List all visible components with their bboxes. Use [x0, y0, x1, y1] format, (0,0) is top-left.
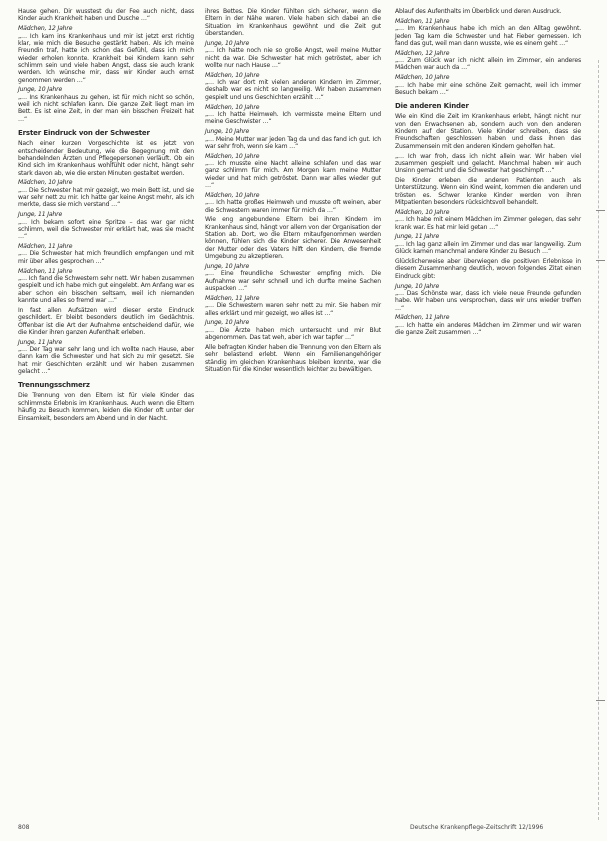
paragraph: In fast allen Aufsätzen wird dieser erste Eindruck geschildert. Er bleibt besonders deutlich im Gedächtnis. Offenbar ist die Art der Aufnahme entscheidend dafür, wie die Kinder ihren ganzen Aufenthalt erleben. [18, 306, 194, 336]
paragraph: Wie ein Kind die Zeit im Krankenhaus erlebt, hängt nicht nur von den Erwachsenen ab, sondern auch von den anderen Kindern auf der Station. Viele Kinder schreiben, dass sie Freundschaften geschlossen haben und dass ihnen das Zusammensein mit den anderen Kindern geholfen hat. [395, 113, 581, 150]
footer-source: Deutsche Krankenpflege-Zeitschrift 12/1996 [410, 824, 544, 831]
quote-attribution: Mädchen, 11 Jahre [18, 243, 73, 251]
quote-attribution: Mädchen, 11 Jahre [395, 17, 450, 25]
quote-attribution: Mädchen, 10 Jahre [205, 191, 260, 199]
quote-attribution: Mädchen, 12 Jahre [18, 25, 73, 33]
quote-attribution: Mädchen, 10 Jahre [205, 103, 260, 111]
paragraph: „… Ich musste eine Nacht alleine schlafen und das war ganz schlimm für mich. Am Morgen kam meine Mutter wieder und hat mich getröstet. Dann war alles wieder gut …“ [205, 160, 381, 190]
paragraph: „… Ich hatte noch nie so große Angst, weil meine Mutter nicht da war. Die Schwester hat mich getröstet, aber ich wollte nur nach Hause …“ [205, 47, 381, 69]
paragraph: „… Ich war dort mit vielen anderen Kindern im Zimmer, deshalb war es nicht so langweilig. Wir haben zusammen gespielt und uns Geschichten erzählt …“ [205, 79, 381, 101]
paragraph: Die Kinder erleben die anderen Patienten auch als Unterstützung. Wenn ein Kind weint, kommen die anderen und trösten es. Schwer kranke Kinder werden von ihren Mitpatienten besonders rücksichtsvoll behandelt. [395, 177, 581, 207]
section-heading: Erster Eindruck von der Schwester [18, 129, 150, 138]
quote-attribution: Mädchen, 10 Jahre [395, 74, 450, 82]
quote-attribution: Junge, 10 Jahre [205, 319, 250, 327]
quote-attribution: Mädchen, 12 Jahre [395, 49, 450, 57]
paragraph: „… Die Schwester hat mir gezeigt, wo mein Bett ist, und sie war sehr nett zu mir. Ich hatte gar keine Angst mehr, als ich merkte, dass sie mich verstand …“ [18, 186, 194, 209]
paragraph: „… Das Schönste war, dass ich viele neue Freunde gefunden habe. Wir haben uns versprochen, dass wir uns wieder treffen …“ [395, 289, 581, 312]
paragraph: „… Ich habe mir eine schöne Zeit gemacht, weil ich immer Besuch bekam …“ [395, 81, 581, 96]
quote-attribution: Mädchen, 10 Jahre [205, 71, 260, 79]
page-number: 808 [18, 824, 30, 831]
paragraph: Hause gehen. Dir wusstest du der Fee auch nicht, dass Kinder auch Krankheit haben und Dusche …“ [18, 8, 194, 23]
paragraph: „… Ich hatte ein anderes Mädchen im Zimmer und wir waren die ganze Zeit zusammen …“ [395, 321, 581, 337]
paragraph: „… Die Schwester hat mich freundlich empfangen und mit mir über alles gesprochen …“ [18, 250, 194, 265]
paragraph: ihres Bettes. Die Kinder fühlten sich sicherer, wenn die Eltern in der Nähe waren. Viele haben sich dabei an die Situation im Krankenhaus gewöhnt und die Zeit gut überstanden. [205, 8, 381, 38]
paragraph: „… Ins Krankenhaus zu gehen, ist für mich nicht so schön, weil ich nicht schlafen kann. Die ganze Zeit liegt man im Bett. Es ist eine Zeit, in der man ein bisschen Freizeit hat …“ [18, 93, 194, 123]
paragraph: „… Meine Mutter war jeden Tag da und das fand ich gut. Ich war sehr froh, wenn sie kam …“ [205, 135, 381, 150]
paragraph: „… Ich bekam sofort eine Spritze – das war gar nicht schlimm, weil die Schwester mir erklärt hat, was sie macht …“ [18, 218, 194, 241]
margin-mark [596, 260, 605, 261]
quote-attribution: Junge, 11 Jahre [18, 211, 63, 219]
margin-mark [596, 700, 605, 701]
quote-attribution: Junge, 10 Jahre [205, 39, 250, 47]
paragraph: „… Im Krankenhaus habe ich mich an den Alltag gewöhnt. Jeden Tag kam die Schwester und hat Fieber gemessen. Ich fand das gut, weil man dann wusste, wie es einem geht …“ [395, 25, 581, 47]
paragraph: Glücklicherweise aber überwiegen die positiven Erlebnisse in diesem Zusammenhang deutlich, wovon folgendes Zitat einen Eindruck gibt: [395, 257, 581, 280]
quote-attribution: Junge, 10 Jahre [395, 282, 440, 290]
text-column-3 [395, 8, 581, 339]
quote-attribution: Mädchen, 10 Jahre [395, 208, 450, 216]
quote-attribution: Mädchen, 10 Jahre [18, 179, 73, 187]
paragraph: „… Ich hatte Heimweh. Ich vermisste meine Eltern und meine Geschwister …“ [205, 110, 381, 126]
text-column-1 [18, 8, 194, 424]
paragraph: Ablauf des Aufenthalts im Überblick und deren Ausdruck. [395, 8, 562, 15]
paragraph: Alle befragten Kinder haben die Trennung von den Eltern als sehr belastend erlebt. Wenn ein Familienangehöriger ständig im gleichen Krankenhaus bleiben konnte, war die Situation für die Kinder wesentlich leichter zu bewältigen. [205, 343, 381, 373]
quote-attribution: Mädchen, 11 Jahre [205, 294, 260, 302]
paragraph: „… Ich fand die Schwestern sehr nett. Wir haben zusammen gespielt und ich habe mich gut eingelebt. Am Anfang war es aber schon ein bisschen seltsam, weil ich niemanden kannte und alles so fremd war …“ [18, 275, 194, 305]
quote-attribution: Junge, 11 Jahre [395, 233, 440, 241]
text-column-2 [205, 8, 381, 376]
paragraph: Nach einer kurzen Vorgeschichte ist es jetzt von entscheidender Bedeutung, wie die Begegnung mit den behandelnden Ärzten und Pflegepersonen verläuft. Ob ein Kind sich im Krankenhaus wohlfühlt oder nicht, hängt sehr stark davon ab, wie die ersten Minuten gestaltet werden. [18, 140, 194, 177]
quote-attribution: Mädchen, 11 Jahre [395, 314, 450, 322]
section-heading: Die anderen Kinder [395, 102, 469, 111]
paragraph: Die Trennung von den Eltern ist für viele Kinder das schlimmste Erlebnis im Krankenhaus. Auch wenn die Eltern häufig zu Besuch kommen, leiden die Kinder oft unter der Einsamkeit, besonders am Abend und in der Nacht. [18, 392, 194, 422]
paragraph: „… Der Tag war sehr lang und ich wollte nach Hause, aber dann kam die Schwester und hat sich zu mir gesetzt. Sie hat mir Geschichten erzählt und wir haben zusammen gelacht …“ [18, 346, 194, 376]
quote-attribution: Junge, 10 Jahre [205, 128, 250, 136]
quote-attribution: Mädchen, 10 Jahre [205, 152, 260, 160]
quote-attribution: Mädchen, 11 Jahre [18, 267, 73, 275]
quote-attribution: Junge, 11 Jahre [18, 338, 63, 346]
binder-edge [598, 60, 603, 820]
paragraph: „… Ich war froh, dass ich nicht allein war. Wir haben viel zusammen gespielt und gelacht. Manchmal haben wir auch Unsinn gemacht und die Schwester hat geschimpft …“ [395, 152, 581, 175]
paragraph: „… Ich hatte großes Heimweh und musste oft weinen, aber die Schwestern waren immer für mich da …“ [205, 199, 381, 214]
paragraph: „… Ich kam ins Krankenhaus und mir ist jetzt erst richtig klar, wie mich die Besuche gestärkt haben. Als ich meine Freundin traf, hatte ich schon das Gefühl, dass ich mich wieder erholen konnte. Krankheit bei Kindern kann sehr schlimm sein und viele haben Angst, dass sie auch krank werden. Ich wünsche mir, dass wir Kinder auch ernst genommen werden …“ [18, 32, 194, 84]
paragraph: „… Die Schwestern waren sehr nett zu mir. Sie haben mir alles erklärt und mir gezeigt, wo alles ist …“ [205, 302, 381, 317]
paragraph: „… Ich habe mit einem Mädchen im Zimmer gelegen, das sehr krank war. Es hat mir leid getan …“ [395, 216, 581, 231]
paragraph: „… Zum Glück war ich nicht allein im Zimmer, ein anderes Mädchen war auch da …“ [395, 57, 581, 72]
paragraph: „… Eine freundliche Schwester empfing mich. Die Aufnahme war sehr schnell und ich durfte meine Sachen auspacken …“ [205, 270, 381, 293]
paragraph: „… Die Ärzte haben mich untersucht und mir Blut abgenommen. Das tat weh, aber ich war tapfer …“ [205, 326, 381, 342]
quote-attribution: Junge, 10 Jahre [205, 263, 250, 270]
margin-mark [596, 210, 605, 211]
quote-attribution: Junge, 10 Jahre [18, 86, 63, 94]
paragraph: Wie eng angebundene Eltern bei ihren Kindern im Krankenhaus sind, hängt vor allem von der Organisation der Station ab. Dort, wo die Eltern mitaufgenommen werden können, fühlen sich die Kinder sicherer. Die Anwesenheit der Mutter oder des Vaters hilft den Kindern, die fremde Umgebung zu akzeptieren. [205, 216, 381, 261]
section-heading: Trennungsschmerz [18, 381, 90, 390]
paragraph: „… Ich lag ganz allein im Zimmer und das war langweilig. Zum Glück kamen manchmal andere Kinder zu Besuch …“ [395, 240, 581, 256]
